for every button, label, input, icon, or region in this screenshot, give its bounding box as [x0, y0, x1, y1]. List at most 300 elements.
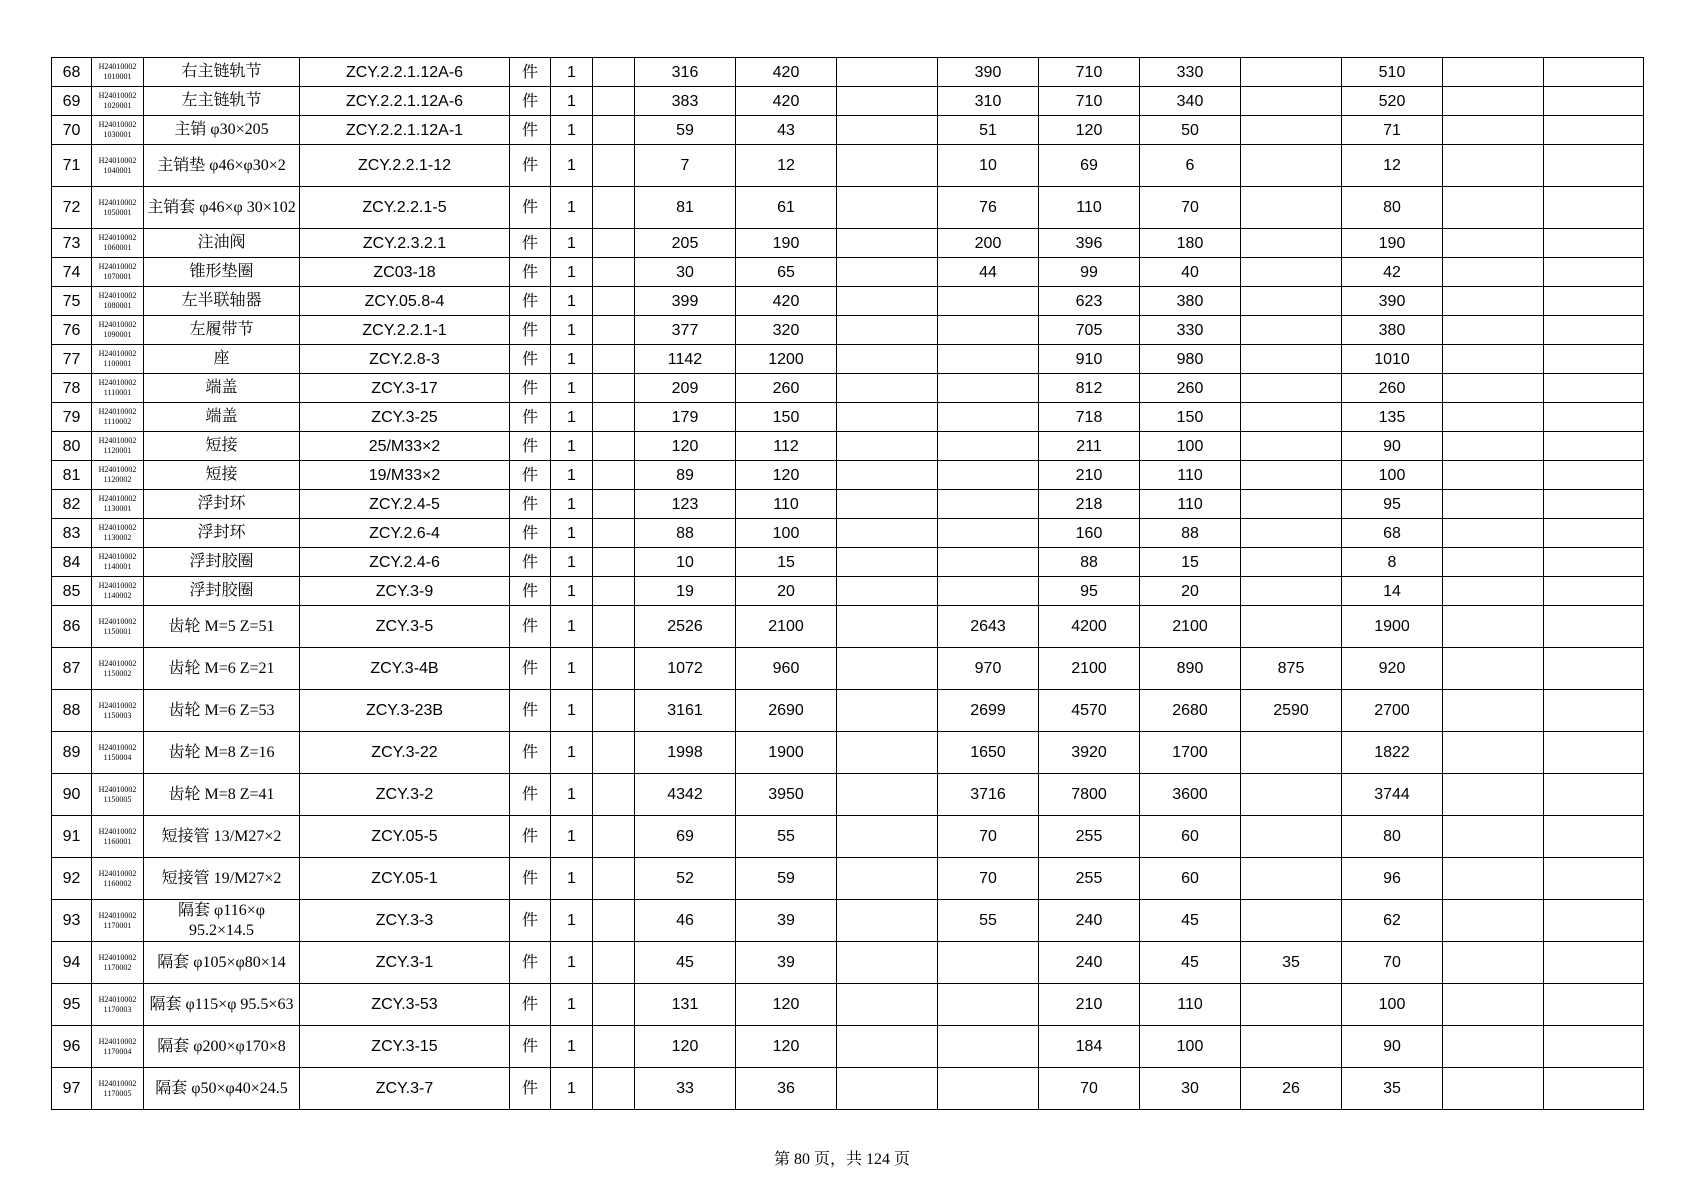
cell-no: 73 [52, 229, 92, 258]
cell-qty: 1 [551, 316, 593, 345]
cell-c10 [1443, 690, 1544, 732]
material-code-line: H24010002 [98, 826, 137, 836]
cell-c10 [1443, 432, 1544, 461]
cell-c11 [1544, 58, 1644, 87]
cell-unit: 件 [510, 58, 551, 87]
cell-c2: 120 [635, 1026, 736, 1068]
table-row [52, 648, 1644, 690]
cell-no: 74 [52, 258, 92, 287]
cell-name: 齿轮 M=5 Z=51 [144, 606, 300, 648]
cell-c5: 55 [938, 900, 1039, 942]
cell-c3: 120 [736, 984, 837, 1026]
cell-c4 [837, 900, 938, 942]
cell-c9: 96 [1342, 858, 1443, 900]
cell-c6: 69 [1039, 145, 1140, 187]
cell-c4 [837, 316, 938, 345]
material-code-line: 1170001 [103, 920, 132, 930]
cell-c9: 380 [1342, 316, 1443, 345]
cell-name: 短接管 13/M27×2 [144, 816, 300, 858]
cell-c8 [1241, 58, 1342, 87]
cell-c11 [1544, 648, 1644, 690]
cell-c5: 2643 [938, 606, 1039, 648]
table-row [52, 287, 1644, 316]
table-row [52, 1068, 1644, 1110]
material-code-line: 1110002 [103, 417, 132, 426]
cell-c10 [1443, 816, 1544, 858]
cell-c9: 68 [1342, 519, 1443, 548]
cell-unit: 件 [510, 345, 551, 374]
cell-model: ZCY.3-1 [300, 942, 510, 984]
cell-c5: 70 [938, 816, 1039, 858]
material-code-line: H24010002 [98, 494, 137, 503]
material-code-line: H24010002 [98, 120, 137, 129]
cell-c10 [1443, 942, 1544, 984]
cell-c2: 399 [635, 287, 736, 316]
cell-c10 [1443, 577, 1544, 606]
material-code-cell [92, 87, 144, 116]
cell-c9: 42 [1342, 258, 1443, 287]
cell-name: 左履带节 [144, 316, 300, 345]
cell-c10 [1443, 116, 1544, 145]
material-code-cell [92, 116, 144, 145]
cell-model: ZCY.3-17 [300, 374, 510, 403]
material-code-cell [92, 816, 144, 858]
cell-c11 [1544, 374, 1644, 403]
material-code-line: 1010001 [103, 72, 132, 81]
cell-c8 [1241, 287, 1342, 316]
cell-c1 [593, 145, 635, 187]
cell-c2: 10 [635, 548, 736, 577]
material-code-line: H24010002 [98, 868, 137, 878]
material-code-line: 1170003 [103, 1004, 132, 1014]
cell-c11 [1544, 187, 1644, 229]
cell-c4 [837, 690, 938, 732]
cell-c9: 80 [1342, 187, 1443, 229]
cell-c6: 710 [1039, 58, 1140, 87]
table-row [52, 374, 1644, 403]
cell-c11 [1544, 519, 1644, 548]
cell-qty: 1 [551, 1068, 593, 1110]
cell-c7: 20 [1140, 577, 1241, 606]
cell-c6: 7800 [1039, 774, 1140, 816]
cell-unit: 件 [510, 858, 551, 900]
material-code-line: H24010002 [98, 910, 137, 920]
cell-c3: 420 [736, 58, 837, 87]
cell-c3: 15 [736, 548, 837, 577]
material-code-cell [92, 374, 144, 403]
cell-c3: 2100 [736, 606, 837, 648]
cell-c5 [938, 432, 1039, 461]
cell-c6: 240 [1039, 942, 1140, 984]
cell-c7: 60 [1140, 816, 1241, 858]
cell-c10 [1443, 774, 1544, 816]
cell-c3: 2690 [736, 690, 837, 732]
table-row [52, 432, 1644, 461]
cell-c7: 340 [1140, 87, 1241, 116]
cell-c5: 2699 [938, 690, 1039, 732]
cell-unit: 件 [510, 984, 551, 1026]
cell-c9: 12 [1342, 145, 1443, 187]
cell-c1 [593, 606, 635, 648]
cell-c2: 179 [635, 403, 736, 432]
cell-c7: 980 [1140, 345, 1241, 374]
cell-no: 89 [52, 732, 92, 774]
cell-c7: 1700 [1140, 732, 1241, 774]
cell-c1 [593, 577, 635, 606]
cell-c1 [593, 374, 635, 403]
cell-c10 [1443, 548, 1544, 577]
cell-c11 [1544, 858, 1644, 900]
cell-no: 94 [52, 942, 92, 984]
cell-model: ZCY.3-5 [300, 606, 510, 648]
cell-c8 [1241, 606, 1342, 648]
cell-c1 [593, 1068, 635, 1110]
cell-c5: 76 [938, 187, 1039, 229]
cell-c6: 3920 [1039, 732, 1140, 774]
cell-no: 76 [52, 316, 92, 345]
cell-c7: 330 [1140, 58, 1241, 87]
material-code-cell [92, 548, 144, 577]
cell-name: 左半联轴器 [144, 287, 300, 316]
cell-unit: 件 [510, 606, 551, 648]
cell-c3: 61 [736, 187, 837, 229]
cell-c11 [1544, 258, 1644, 287]
cell-c1 [593, 258, 635, 287]
cell-c5: 10 [938, 145, 1039, 187]
material-code-line: 1170005 [103, 1088, 132, 1098]
cell-c9: 920 [1342, 648, 1443, 690]
cell-name: 隔套 φ105×φ80×14 [144, 942, 300, 984]
cell-c2: 59 [635, 116, 736, 145]
cell-qty: 1 [551, 1026, 593, 1068]
table-row [52, 145, 1644, 187]
cell-model: ZCY.2.2.1-1 [300, 316, 510, 345]
material-code-line: H24010002 [98, 952, 137, 962]
cell-unit: 件 [510, 287, 551, 316]
material-code-cell [92, 858, 144, 900]
cell-c1 [593, 858, 635, 900]
cell-c1 [593, 648, 635, 690]
cell-c11 [1544, 461, 1644, 490]
cell-name: 短接管 19/M27×2 [144, 858, 300, 900]
cell-qty: 1 [551, 984, 593, 1026]
cell-c7: 2680 [1140, 690, 1241, 732]
cell-c3: 120 [736, 1026, 837, 1068]
cell-c5 [938, 403, 1039, 432]
material-code-cell [92, 287, 144, 316]
cell-c3: 12 [736, 145, 837, 187]
cell-c5 [938, 1026, 1039, 1068]
cell-c2: 45 [635, 942, 736, 984]
cell-c3: 1200 [736, 345, 837, 374]
cell-qty: 1 [551, 116, 593, 145]
page-footer: 第 80 页，共 124 页 [773, 1151, 910, 1168]
cell-c10 [1443, 519, 1544, 548]
cell-c9: 14 [1342, 577, 1443, 606]
material-code-line: 1110001 [103, 388, 132, 397]
cell-model: ZCY.2.4-5 [300, 490, 510, 519]
cell-c4 [837, 1026, 938, 1068]
cell-c10 [1443, 316, 1544, 345]
cell-c7: 30 [1140, 1068, 1241, 1110]
cell-c9: 390 [1342, 287, 1443, 316]
cell-name: 隔套 φ200×φ170×8 [144, 1026, 300, 1068]
cell-no: 83 [52, 519, 92, 548]
cell-c1 [593, 690, 635, 732]
table-row [52, 461, 1644, 490]
cell-model: ZCY.3-3 [300, 900, 510, 942]
cell-name: 齿轮 M=6 Z=53 [144, 690, 300, 732]
material-code-cell [92, 258, 144, 287]
cell-c10 [1443, 1068, 1544, 1110]
table-row [52, 58, 1644, 87]
table-row [52, 316, 1644, 345]
cell-c8 [1241, 258, 1342, 287]
cell-c2: 7 [635, 145, 736, 187]
cell-c8 [1241, 374, 1342, 403]
cell-c3: 3950 [736, 774, 837, 816]
table-row [52, 258, 1644, 287]
cell-name: 注油阀 [144, 229, 300, 258]
cell-name: 浮封胶圈 [144, 577, 300, 606]
material-code-line: H24010002 [98, 658, 137, 668]
material-code-line: 1090001 [103, 330, 132, 339]
cell-qty: 1 [551, 229, 593, 258]
cell-c2: 81 [635, 187, 736, 229]
cell-qty: 1 [551, 87, 593, 116]
cell-qty: 1 [551, 900, 593, 942]
cell-c1 [593, 732, 635, 774]
cell-qty: 1 [551, 816, 593, 858]
cell-c7: 60 [1140, 858, 1241, 900]
cell-c6: 812 [1039, 374, 1140, 403]
cell-c9: 100 [1342, 984, 1443, 1026]
cell-qty: 1 [551, 774, 593, 816]
cell-name: 隔套 φ115×φ 95.5×63 [144, 984, 300, 1026]
cell-c4 [837, 403, 938, 432]
table-row [52, 187, 1644, 229]
cell-unit: 件 [510, 816, 551, 858]
cell-c6: 95 [1039, 577, 1140, 606]
cell-c4 [837, 287, 938, 316]
cell-model: ZCY.2.2.1.12A-6 [300, 87, 510, 116]
material-code-cell [92, 774, 144, 816]
cell-c6: 623 [1039, 287, 1140, 316]
cell-c1 [593, 403, 635, 432]
cell-c6: 184 [1039, 1026, 1140, 1068]
cell-c11 [1544, 87, 1644, 116]
cell-c11 [1544, 548, 1644, 577]
cell-c4 [837, 816, 938, 858]
material-code-line: 1120001 [103, 446, 132, 455]
cell-c2: 3161 [635, 690, 736, 732]
cell-unit: 件 [510, 403, 551, 432]
cell-unit: 件 [510, 461, 551, 490]
cell-c8 [1241, 858, 1342, 900]
cell-c4 [837, 87, 938, 116]
cell-c6: 4570 [1039, 690, 1140, 732]
cell-qty: 1 [551, 145, 593, 187]
material-code-line: 1160002 [103, 878, 132, 888]
cell-c6: 110 [1039, 187, 1140, 229]
cell-c8 [1241, 345, 1342, 374]
cell-c9: 260 [1342, 374, 1443, 403]
cell-c8 [1241, 774, 1342, 816]
cell-c9: 80 [1342, 816, 1443, 858]
material-code-cell [92, 577, 144, 606]
cell-c2: 2526 [635, 606, 736, 648]
cell-c9: 2700 [1342, 690, 1443, 732]
material-code-line: 1130001 [103, 504, 132, 513]
material-code-line: H24010002 [98, 91, 137, 100]
cell-c4 [837, 258, 938, 287]
cell-name: 主销 φ30×205 [144, 116, 300, 145]
cell-c3: 20 [736, 577, 837, 606]
cell-no: 96 [52, 1026, 92, 1068]
cell-c11 [1544, 942, 1644, 984]
cell-unit: 件 [510, 187, 551, 229]
cell-c1 [593, 900, 635, 942]
cell-c3: 39 [736, 900, 837, 942]
cell-c10 [1443, 58, 1544, 87]
material-code-line: H24010002 [98, 1078, 137, 1088]
material-code-cell [92, 984, 144, 1026]
cell-c10 [1443, 229, 1544, 258]
cell-c1 [593, 548, 635, 577]
cell-c11 [1544, 606, 1644, 648]
table-row [52, 345, 1644, 374]
cell-c8: 875 [1241, 648, 1342, 690]
cell-no: 84 [52, 548, 92, 577]
cell-c10 [1443, 145, 1544, 187]
cell-c11 [1544, 690, 1644, 732]
cell-c6: 718 [1039, 403, 1140, 432]
cell-model: ZCY.05.8-4 [300, 287, 510, 316]
cell-c1 [593, 461, 635, 490]
cell-c6: 255 [1039, 858, 1140, 900]
cell-c6: 240 [1039, 900, 1140, 942]
cell-no: 75 [52, 287, 92, 316]
cell-name: 左主链轨节 [144, 87, 300, 116]
material-code-cell [92, 403, 144, 432]
cell-c5 [938, 461, 1039, 490]
cell-qty: 1 [551, 58, 593, 87]
cell-c11 [1544, 900, 1644, 942]
material-code-line: 1170002 [103, 962, 132, 972]
material-code-cell [92, 345, 144, 374]
cell-c7: 260 [1140, 374, 1241, 403]
cell-c9: 1822 [1342, 732, 1443, 774]
cell-name: 齿轮 M=8 Z=41 [144, 774, 300, 816]
cell-c2: 131 [635, 984, 736, 1026]
material-code-line: 1150001 [103, 626, 132, 636]
cell-unit: 件 [510, 1026, 551, 1068]
cell-name: 端盖 [144, 374, 300, 403]
cell-no: 68 [52, 58, 92, 87]
cell-unit: 件 [510, 490, 551, 519]
cell-c1 [593, 187, 635, 229]
cell-no: 87 [52, 648, 92, 690]
cell-c3: 43 [736, 116, 837, 145]
material-code-line: H24010002 [98, 155, 137, 165]
material-code-line: 1130002 [103, 533, 132, 542]
material-code-line: H24010002 [98, 742, 137, 752]
cell-c7: 380 [1140, 287, 1241, 316]
cell-c4 [837, 229, 938, 258]
cell-model: 25/M33×2 [300, 432, 510, 461]
cell-c4 [837, 732, 938, 774]
cell-name: 锥形垫圈 [144, 258, 300, 287]
cell-c9: 90 [1342, 1026, 1443, 1068]
cell-c7: 110 [1140, 490, 1241, 519]
material-code-line: 1030001 [103, 130, 132, 139]
cell-qty: 1 [551, 548, 593, 577]
material-code-line: 1070001 [103, 272, 132, 281]
cell-c10 [1443, 1026, 1544, 1068]
material-code-cell [92, 58, 144, 87]
material-code-line: 1150004 [103, 752, 132, 762]
material-code-line: H24010002 [98, 465, 137, 474]
cell-c2: 1142 [635, 345, 736, 374]
cell-c11 [1544, 287, 1644, 316]
cell-c11 [1544, 229, 1644, 258]
cell-c3: 960 [736, 648, 837, 690]
table-row [52, 548, 1644, 577]
cell-qty: 1 [551, 490, 593, 519]
cell-qty: 1 [551, 519, 593, 548]
cell-c1 [593, 942, 635, 984]
material-code-line: H24010002 [98, 1036, 137, 1046]
cell-model: ZCY.2.2.1.12A-6 [300, 58, 510, 87]
cell-c7: 150 [1140, 403, 1241, 432]
cell-c2: 33 [635, 1068, 736, 1110]
cell-c11 [1544, 490, 1644, 519]
cell-c4 [837, 984, 938, 1026]
cell-c4 [837, 490, 938, 519]
cell-c10 [1443, 606, 1544, 648]
cell-c8 [1241, 577, 1342, 606]
cell-c1 [593, 984, 635, 1026]
cell-no: 77 [52, 345, 92, 374]
cell-c2: 4342 [635, 774, 736, 816]
table-row [52, 900, 1644, 942]
cell-c3: 36 [736, 1068, 837, 1110]
material-code-line: 1140001 [103, 562, 132, 571]
cell-c5 [938, 984, 1039, 1026]
cell-unit: 件 [510, 774, 551, 816]
material-code-cell [92, 1026, 144, 1068]
cell-unit: 件 [510, 900, 551, 942]
cell-c5: 51 [938, 116, 1039, 145]
cell-unit: 件 [510, 116, 551, 145]
cell-c5 [938, 1068, 1039, 1110]
cell-c8 [1241, 403, 1342, 432]
cell-c8 [1241, 490, 1342, 519]
cell-c3: 110 [736, 490, 837, 519]
cell-c8 [1241, 519, 1342, 548]
material-code-cell [92, 648, 144, 690]
cell-model: ZCY.2.8-3 [300, 345, 510, 374]
cell-c5: 970 [938, 648, 1039, 690]
cell-c2: 30 [635, 258, 736, 287]
cell-c3: 320 [736, 316, 837, 345]
cell-c2: 69 [635, 816, 736, 858]
cell-c11 [1544, 345, 1644, 374]
cell-c8 [1241, 548, 1342, 577]
material-code-line: H24010002 [98, 197, 137, 207]
cell-c9: 62 [1342, 900, 1443, 942]
material-code-line: H24010002 [98, 378, 137, 387]
